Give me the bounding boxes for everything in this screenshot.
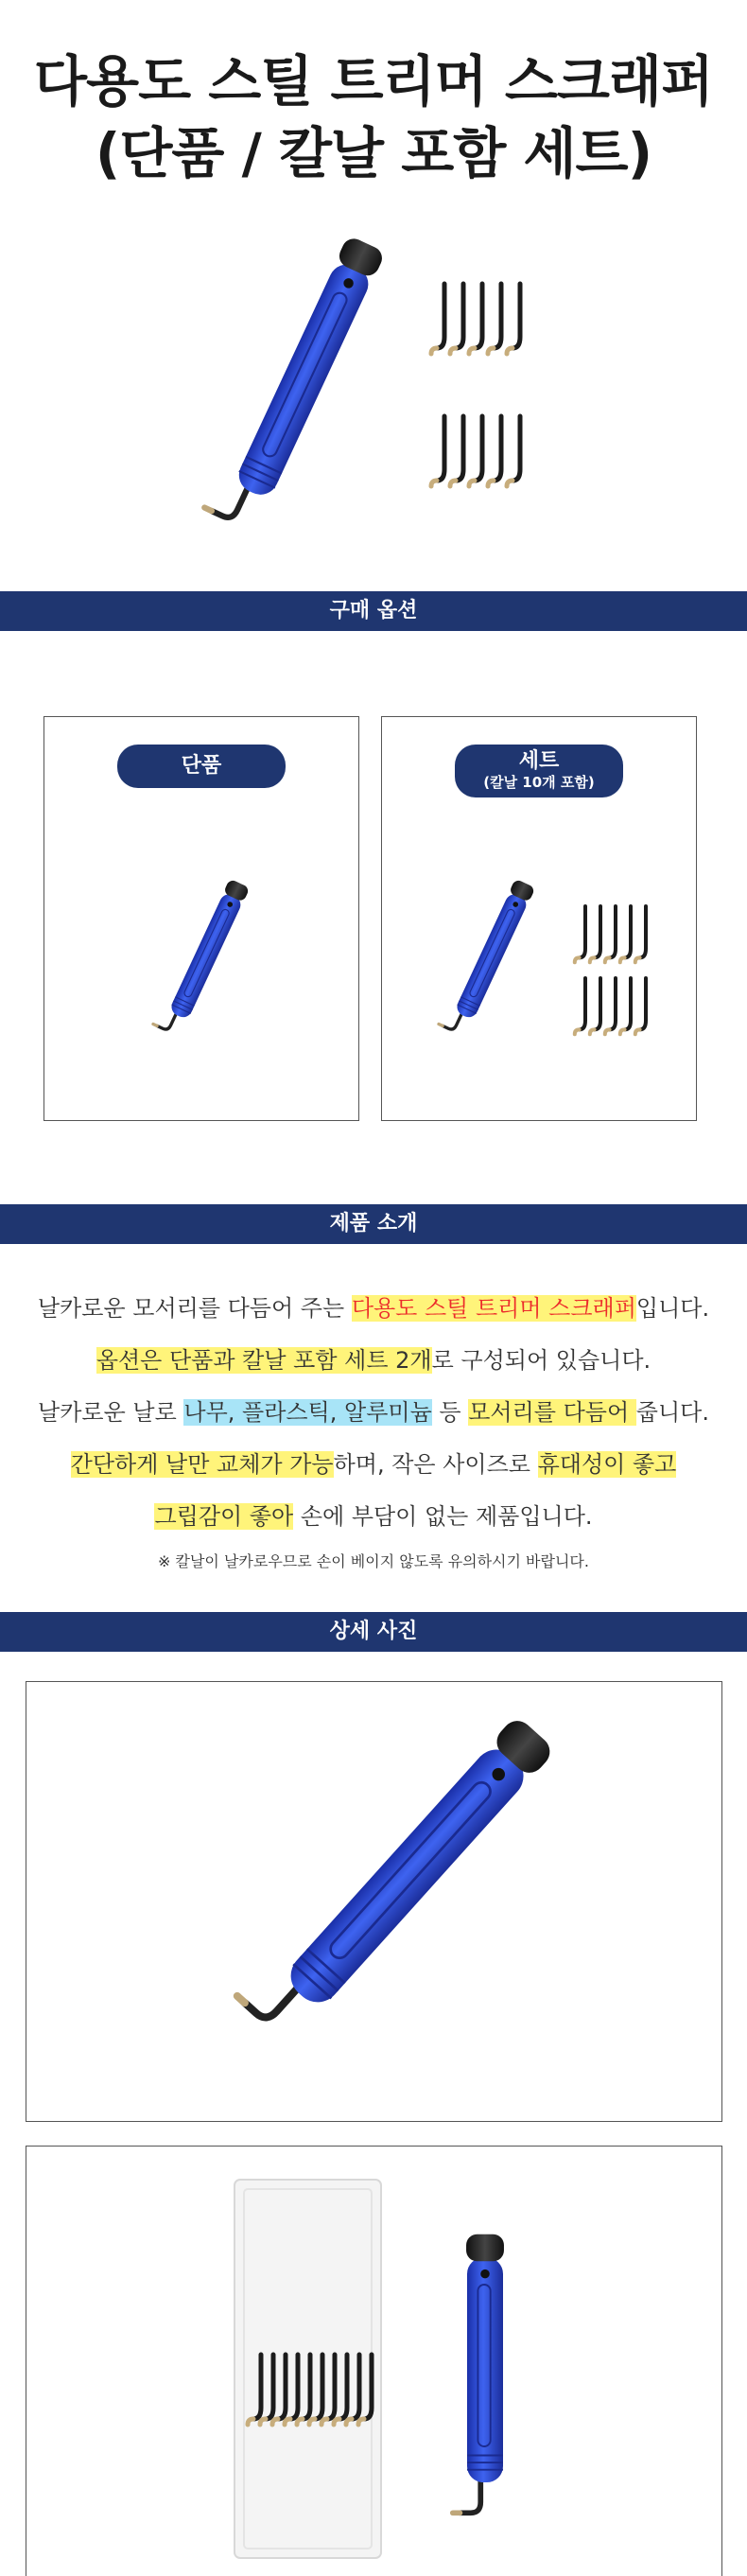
- option-card-single[interactable]: [43, 716, 359, 1121]
- intro-highlight-product-name: 다용도 스틸 트리머 스크래퍼: [351, 1295, 636, 1322]
- section-header-details: 상세 사진: [0, 1612, 747, 1652]
- intro-text: 입니다.: [635, 1295, 710, 1322]
- option-card-set[interactable]: [381, 716, 697, 1121]
- detail-photo-1: [26, 1681, 722, 2122]
- intro-text: 등: [431, 1399, 469, 1426]
- option-set-image: [401, 840, 685, 1086]
- option-single-image: [101, 840, 309, 1086]
- intro-highlight-materials: 나무, 플라스틱, 알루미늄: [183, 1399, 432, 1426]
- intro-text: 손에 부담이 없는 제품입니다.: [293, 1503, 593, 1530]
- detail-set-image: [206, 2175, 565, 2572]
- intro-highlight-options: 옵션은 단품과 칼날 포함 세트 2개: [96, 1347, 432, 1374]
- intro-line-4: [0, 1439, 747, 1491]
- product-intro-text: [0, 1283, 747, 1581]
- intro-text: 날카로운 날로: [38, 1399, 184, 1426]
- intro-highlight-edges: 모서리를 다듬어: [468, 1399, 636, 1426]
- title-line-1: 다용도 스틸 트리머 스크래퍼: [34, 49, 713, 114]
- option-set-label: 세트: [518, 749, 560, 773]
- intro-text: 하며, 작은 사이즈로: [333, 1451, 538, 1478]
- caution-note: ※ 칼날이 날카로우므로 손이 베이지 않도록 유의하시기 바랍니다.: [158, 1552, 589, 1570]
- intro-highlight-portable: 휴대성이 좋고: [537, 1451, 677, 1478]
- intro-line-2: [0, 1335, 747, 1387]
- intro-line-3: [0, 1387, 747, 1439]
- section-header-options: 구매 옵션: [0, 591, 747, 631]
- option-set-sublabel: (칼날 10개 포함): [483, 774, 595, 791]
- page-title: [0, 0, 747, 189]
- intro-highlight-grip: 그립감이 좋아: [154, 1503, 294, 1530]
- option-single-label: 단품: [181, 754, 222, 778]
- intro-text: 로 구성되어 있습니다.: [431, 1347, 651, 1374]
- detail-photo-2: [26, 2146, 722, 2576]
- intro-text: 줍니다.: [635, 1399, 709, 1426]
- option-label-set: [455, 745, 623, 797]
- section-header-intro: 제품 소개: [0, 1204, 747, 1244]
- title-line-2: (단품 / 칼날 포함 세트): [95, 121, 652, 185]
- intro-line-1: [0, 1283, 747, 1335]
- intro-text: 날카로운 모서리를 다듬어 주는: [37, 1295, 352, 1322]
- option-label-single: [117, 745, 286, 788]
- intro-line-5: [0, 1491, 747, 1543]
- intro-highlight-replaceable: 간단하게 날만 교체가 가능: [70, 1451, 334, 1478]
- hero-product-image: [180, 218, 577, 577]
- detail-tool-image: [102, 1701, 651, 2098]
